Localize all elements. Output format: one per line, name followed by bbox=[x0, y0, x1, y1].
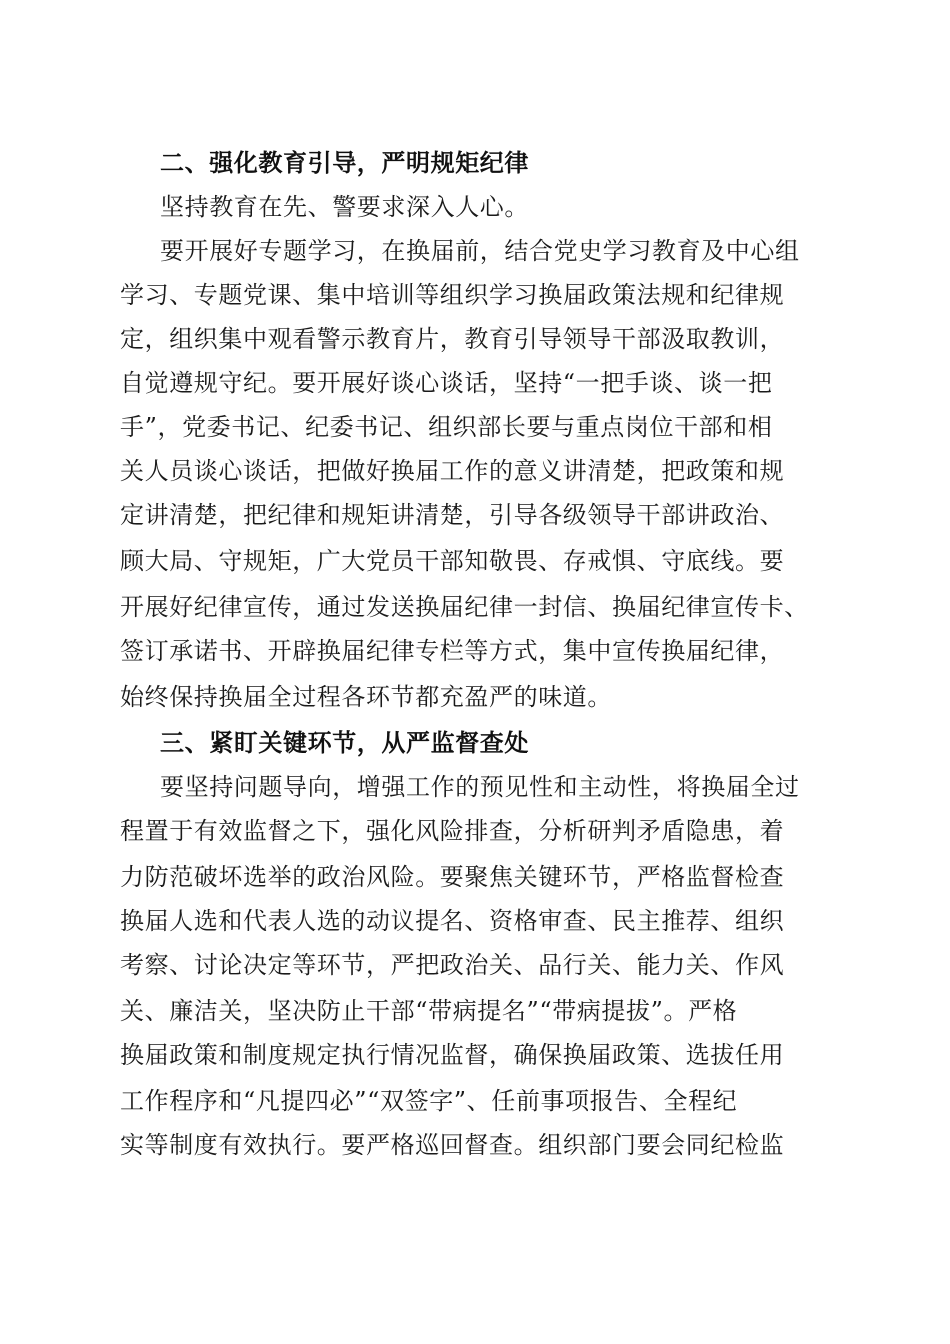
text-line: 定，组织集中观看警示教育片，教育引导领导干部汲取教训， bbox=[120, 325, 785, 353]
paragraph-line bbox=[0, 187, 950, 227]
paragraph-line bbox=[0, 857, 950, 897]
paragraph-line bbox=[0, 677, 950, 717]
paragraph-line bbox=[0, 587, 950, 627]
text-line: 顾大局、守规矩，广大党员干部知敬畏、存戒惧、守底线。要 bbox=[120, 547, 785, 575]
section-3-heading: 三、紧盯关键环节，从严监督查处 bbox=[160, 729, 529, 757]
paragraph-line bbox=[0, 767, 950, 807]
text-line: 学习、专题党课、集中培训等组织学习换届政策法规和纪律规 bbox=[120, 281, 785, 309]
text-line: 程置于有效监督之下，强化风险排查，分析研判矛盾隐患，着 bbox=[120, 817, 785, 845]
text-line: 换届人选和代表人选的动议提名、资格审查、民主推荐、组织 bbox=[120, 907, 785, 935]
paragraph-line bbox=[0, 363, 950, 403]
text-line: 考察、讨论决定等环节，严把政治关、品行关、能力关、作风 bbox=[120, 951, 785, 979]
text-line: 工作程序和“凡提四必”“双签字”、任前事项报告、全程纪 bbox=[120, 1087, 738, 1115]
text-line: 签订承诺书、开辟换届纪律专栏等方式，集中宣传换届纪律， bbox=[120, 637, 785, 665]
paragraph-line bbox=[0, 407, 950, 447]
paragraph-line bbox=[0, 631, 950, 671]
section-2-heading: 二、强化教育引导，严明规矩纪律 bbox=[160, 149, 529, 177]
paragraph-line bbox=[0, 231, 950, 271]
paragraph-line bbox=[0, 811, 950, 851]
text-line: 要坚持问题导向，增强工作的预见性和主动性，将换届全过 bbox=[160, 773, 800, 801]
paragraph-line bbox=[0, 495, 950, 535]
paragraph-line bbox=[0, 541, 950, 581]
paragraph-line bbox=[0, 1035, 950, 1075]
section-heading bbox=[0, 143, 950, 183]
text-line: 开展好纪律宣传，通过发送换届纪律一封信、换届纪律宣传卡、 bbox=[120, 593, 809, 621]
paragraph-line bbox=[0, 1081, 950, 1121]
text-line: 关人员谈心谈话，把做好换届工作的意义讲清楚，把政策和规 bbox=[120, 457, 785, 485]
paragraph-line bbox=[0, 991, 950, 1031]
section-heading bbox=[0, 723, 950, 763]
text-line: 定讲清楚，把纪律和规矩讲清楚，引导各级领导干部讲政治、 bbox=[120, 501, 785, 529]
paragraph-line bbox=[0, 275, 950, 315]
text-line: 要开展好专题学习，在换届前，结合党史学习教育及中心组 bbox=[160, 237, 800, 265]
paragraph-line bbox=[0, 1125, 950, 1165]
text-line: 始终保持换届全过程各环节都充盈严的味道。 bbox=[120, 683, 612, 711]
paragraph-line bbox=[0, 451, 950, 491]
text-line: 换届政策和制度规定执行情况监督，确保换届政策、选拔任用 bbox=[120, 1041, 785, 1069]
text-line: 力防范破坏选举的政治风险。要聚焦关键环节，严格监督检查 bbox=[120, 863, 785, 891]
paragraph-line bbox=[0, 901, 950, 941]
text-line: 自觉遵规守纪。要开展好谈心谈话，坚持“一把手谈、谈一把 bbox=[120, 369, 773, 397]
text-line: 坚持教育在先、警要求深入人心。 bbox=[160, 193, 529, 221]
paragraph-line bbox=[0, 945, 950, 985]
paragraph-line bbox=[0, 319, 950, 359]
text-line: 关、廉洁关，坚决防止干部“带病提名”“带病提拔”。严格 bbox=[120, 997, 738, 1025]
text-line: 手”，党委书记、纪委书记、组织部长要与重点岗位干部和相 bbox=[120, 413, 773, 441]
text-line: 实等制度有效执行。要严格巡回督查。组织部门要会同纪检监 bbox=[120, 1131, 785, 1159]
